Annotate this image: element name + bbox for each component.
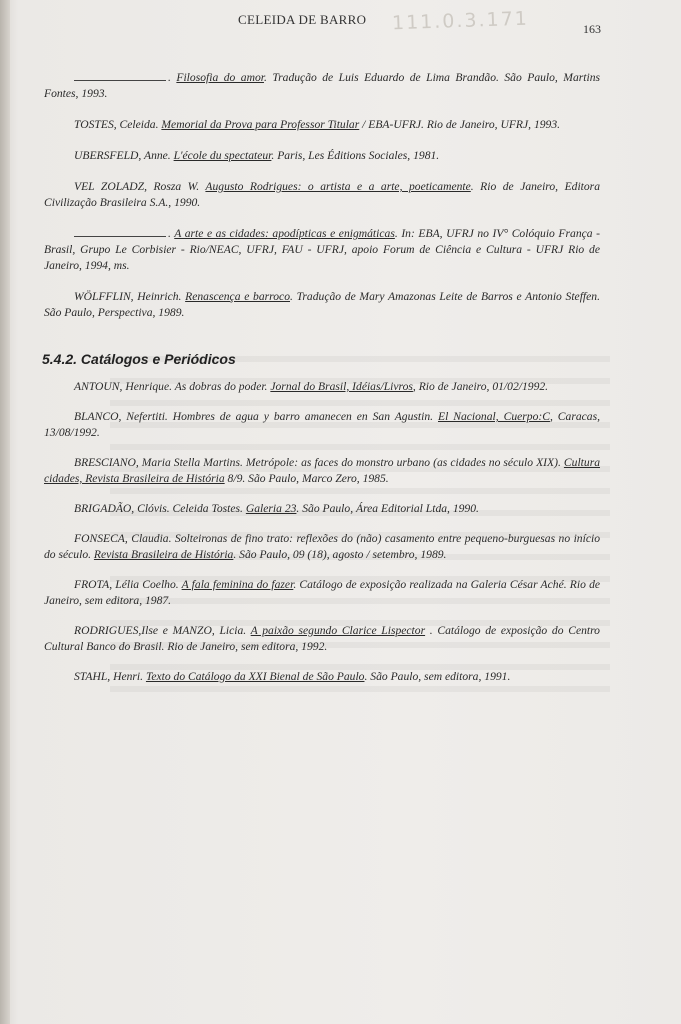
reference-details: . São Paulo, Área Editorial Ltda, 1990. xyxy=(296,502,479,515)
running-head: CELEIDA DE BARRO xyxy=(238,12,367,27)
reference-title: Galeria 23 xyxy=(245,502,297,515)
reference-title: A arte e as cidades: apodípticas e enigmáticas xyxy=(174,227,395,240)
reference-title: Augusto Rodrigues: o artista e a arte, poeticamente xyxy=(205,180,471,193)
reference-title: A fala feminina do fazer xyxy=(181,578,294,591)
reference-entry xyxy=(44,179,600,211)
binding-edge xyxy=(0,0,10,1024)
reference-entry xyxy=(44,117,600,133)
page-header xyxy=(0,7,681,40)
reference-title: A paixão segundo Clarice Lispector xyxy=(250,624,426,637)
reference-author: UBERSFELD, Anne. xyxy=(74,149,174,162)
reference-author: STAHL, Henri. xyxy=(74,670,146,683)
reference-entry: . A arte e as cidades: apodípticas e enigmáticas. In: EBA, UFRJ no IV° Colóquio França -Brasil, Grupo Le Corbisier - Rio/NEAC, UFRJ, FAU - UFRJ, apoio Forum de Ciência e Cultura - UFRJ Rio de Janeiro, 1994, ms. xyxy=(44,227,600,272)
reference-author: TOSTES, Celeida. xyxy=(74,118,162,131)
reference-title: Jornal do Brasil, Idéias/Livros xyxy=(270,380,413,393)
reference-details: . Paris, Les Éditions Sociales, 1981. xyxy=(271,149,440,162)
reference-entry xyxy=(44,455,600,487)
section-title: 5.4.2. Catálogos e Periódicos xyxy=(42,351,236,367)
reference-author: FONSECA, Claudia. Solteironas de fino trato: reflexões do (não) casamento entre pequeno-burguesas no início do século. xyxy=(44,532,600,561)
reference-details: . São Paulo, 09 (18), agosto / setembro, 1989. xyxy=(233,548,447,561)
reference-title: El Nacional, Cuerpo:C xyxy=(438,410,550,423)
reference-details: / EBA-UFRJ. Rio de Janeiro, UFRJ, 1993. xyxy=(359,118,561,131)
reference-entry xyxy=(44,379,600,395)
reference-title: Renascença e barroco xyxy=(185,290,290,303)
reference-entry: . Filosofia do amor. Tradução de Luis Eduardo de Lima Brandão. São Paulo, Martins Fontes, 1993. xyxy=(44,71,601,100)
reference-entry xyxy=(44,669,600,685)
reference-author: BLANCO, Nefertiti. Hombres de agua y barro amanecen en San Agustin. xyxy=(74,410,438,423)
reference-details: . Rio de Janeiro, Editora Civilização Brasileira S.A., 1990. xyxy=(44,180,600,209)
reference-list-books xyxy=(44,70,600,321)
reference-author: ANTOUN, Henrique. As dobras do poder. xyxy=(74,380,271,393)
reference-entry xyxy=(44,409,600,441)
reference-details: . In: EBA, UFRJ no IV° Colóquio França -Brasil, Grupo Le Corbisier - Rio/NEAC, UFRJ, FAU - UFRJ, apoio Forum de Ciência e Cultura - UFRJ Rio de Janeiro, 1994, ms. xyxy=(44,227,600,272)
reference-author: WÖLFFLIN, Heinrich. xyxy=(74,290,186,303)
reference-details: 8/9. São Paulo, Marco Zero, 1985. xyxy=(224,472,389,485)
reference-author: FROTA, Lélia Coelho. xyxy=(74,578,182,591)
reference-details: . Tradução de Mary Amazonas Leite de Barros e Antonio Steffen. São Paulo, Perspectiva, 1989. xyxy=(44,290,600,319)
page-number: 163 xyxy=(583,22,601,36)
reference-title: L'école du spectateur xyxy=(173,149,272,162)
reference-details: . Catálogo de exposição do Centro Cultural Banco do Brasil. Rio de Janeiro, sem editora, 1992. xyxy=(44,624,600,653)
reference-author: RODRIGUES,Ilse e MANZO, Licia. xyxy=(74,624,251,637)
reference-entry xyxy=(44,623,600,655)
reference-title: Cultura cidades, Revista Brasileira de História xyxy=(44,456,600,485)
author-repeat-line xyxy=(74,227,166,237)
reference-title: Memorial da Prova para Professor Titular xyxy=(161,118,360,131)
reference-entry xyxy=(44,531,600,563)
author-repeat-line xyxy=(74,71,166,81)
reference-title: Filosofia do amor xyxy=(176,71,264,84)
reference-details: . São Paulo, sem editora, 1991. xyxy=(364,670,511,683)
reference-entry xyxy=(44,289,600,321)
reference-list-catalogs xyxy=(44,379,600,685)
reference-entry xyxy=(44,577,600,609)
reference-author: VEL ZOLADZ, Rosza W. xyxy=(74,180,206,193)
reference-title: Revista Brasileira de História xyxy=(93,548,234,561)
reference-title: Texto do Catálogo da XXI Bienal de São Paulo xyxy=(145,670,365,683)
reference-author: BRIGADÃO, Clóvis. Celeida Tostes. xyxy=(74,502,246,515)
handwritten-stamp: 111.0.3.171 xyxy=(391,7,530,35)
reference-details: , Rio de Janeiro, 01/02/1992. xyxy=(412,380,549,393)
reference-details: . Catálogo de exposição realizada na Galeria César Aché. Rio de Janeiro, sem editora, 1987. xyxy=(44,578,601,607)
reference-details: , Caracas, 13/08/1992. xyxy=(44,410,600,439)
reference-entry xyxy=(44,501,600,517)
bibliography xyxy=(44,70,600,699)
reference-author: BRESCIANO, Maria Stella Martins. Metrópole: as faces do monstro urbano (as cidades no século XIX). xyxy=(74,456,564,469)
reference-entry xyxy=(44,148,600,164)
reference-details: . Tradução de Luis Eduardo de Lima Brandão. São Paulo, Martins Fontes, 1993. xyxy=(44,71,601,100)
